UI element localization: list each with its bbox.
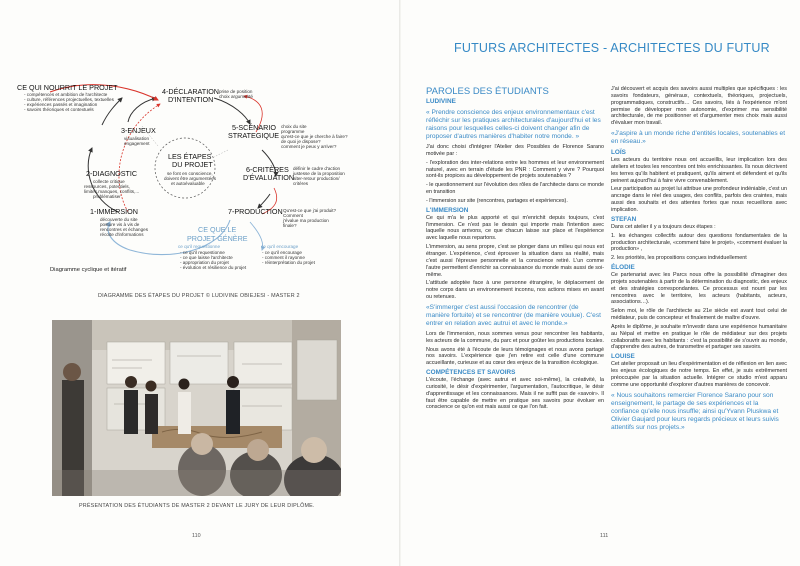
diagram-caption: DIAGRAMME DES ÉTAPES DU PROJET © LUDIVINE OBIEJESI - MASTER 2 — [98, 293, 300, 299]
paragraph: Selon moi, le rôle de l'architecte au 21e siècle est avant tout celui de médiateur, puis de concepteur et finalement de maître d'ouvre. — [611, 308, 787, 322]
step2-label: 2-DIAGNOSTIC — [86, 169, 138, 178]
paragraph: J'ai donc choisi d'intégrer l'Atelier des Possibles de Florence Sarano motivée par : — [426, 144, 604, 157]
cycle-arc-4 — [214, 98, 250, 124]
student-name: ÉLODIE — [611, 264, 635, 272]
student-name: STEFAN — [611, 215, 637, 223]
step6-label: 6-CRITÈRES — [246, 165, 289, 174]
gen-left-line: - ce qu'il requestionne — [180, 250, 225, 255]
gen-left-label: ce qu'il requestionne — [178, 244, 220, 249]
paragraph: Leur participation au projet lui attribue une profondeur indéniable, c'est un ancrage dans le réel des usages, des conflits, parfois des craintes, mais aussi des souhaits et des attentes fortes que nous recueillons avec implication. — [611, 186, 787, 213]
paragraph: Dans cet atelier il y a toujours deux étapes : — [611, 223, 716, 230]
step5-label: 5-SCÉNARIO — [232, 123, 276, 132]
step5-note: choix du site — [281, 124, 307, 129]
cycle-label: Diagramme cyclique et itératif — [50, 267, 127, 273]
paragraph: Lors de l'immersion, nous sommes venus pour rencontrer les habitants, les acteurs de la commune, du parc et pour goûter les productions locales. — [426, 330, 604, 344]
right-page-number: 111 — [600, 533, 609, 539]
text-column-2 — [611, 86, 787, 435]
step2-note: ressources, potentiels, — [84, 184, 130, 189]
paragraph: Ce qui m'a le plus apporté et qui m'enrichit depuis toujours, c'est l'immersion. Ce n'est pas le dessin qui importe mais l'intention avec laquelle nous arrivons, ce que chacun laisse sur place et l'expérience avec laquelle nous repartons. — [426, 214, 604, 242]
paragraph: - l'exploration des inter-relations entre les hommes et leur environnement naturel, avec en terrain d'étude les PNR : Comment y vivre ? Pourquoi sont-ils propices au développement de projets soutenables ? — [426, 159, 604, 180]
section-heading: PAROLES DES ÉTUDIANTS — [426, 86, 549, 97]
diagram-nourish-line: - savoirs théoriques et contextuels — [24, 107, 94, 112]
gen-right-label: ce qu'il encourage — [261, 244, 299, 249]
jury-presentation-photo — [52, 320, 341, 496]
paragraph: Cet atelier proposait un lieu d'expérimentation et de réflexion en lien avec les enjeux écologiques de notre temps. En effet, je suis extrêmement préoccupée par la situation actuelle. Intégrer ce studio m'est apparu comme une opportunité d'explorer d'autres manières de concevoir. — [611, 361, 787, 388]
cycle-arc-6 — [258, 194, 270, 208]
step3-label: 3-ENJEUX — [121, 126, 156, 135]
pull-quote: «S'immerger c'est aussi l'occasion de rencontrer (de manière fortuite) et se rencontrer (de manière voulue). C'est entrer en relation avec autrui et avec le monde.» — [426, 303, 601, 327]
step5-label-b: STRATEGIQUE — [228, 131, 279, 140]
step5-note: comment je peux y arriver? — [281, 144, 337, 149]
step2-note: limites,manques, conflits,... — [84, 189, 140, 194]
step4-note: choix argumenté — [219, 94, 253, 99]
paragraph: Après le diplôme, je souhaite m'investir dans une expérience humanitaire au Népal et mettre en pratique le rôle de médiateur sur des projets collaboratifs avec les habitants : c'est la possibilité de s'ouvrir au monde, d'apprendre des autres, de transmettre et partager ses savoirs. — [611, 323, 787, 351]
red-arrow-dashed — [119, 104, 160, 212]
student-name: LOUISE — [611, 353, 635, 361]
gen-left-line: - appropriation du projet — [180, 260, 229, 265]
gen-right-line: - ce qu'il encourage — [262, 250, 302, 255]
pull-quote: «J'aspire à un monde riche d'entités locales, soutenables et en réseau.» — [611, 130, 786, 146]
page-title: FUTURS ARCHITECTES - ARCHITECTES DU FUTUR — [454, 41, 770, 55]
paragraph: - le questionnement sur l'évolution des rôles de l'architecte dans ce monde en transition — [426, 182, 604, 196]
step4-note: prise de position — [219, 89, 253, 94]
gen-left-line: - ce que laisse l'architecte — [180, 255, 233, 260]
gen-right-line: - réinterprétation du projet — [262, 260, 315, 265]
paragraph: 1. les échanges collectifs autour des questions fondamentales de la production architecturale, «comment faire le projet», «comment évaluer la production» , — [611, 232, 787, 253]
step6-note: définir le cadre d'action — [293, 166, 341, 171]
step3-note: engagement — [124, 141, 150, 146]
gen-left-line: - évolution et résilience du projet — [180, 265, 247, 270]
step5-note: de quoi je dispose? — [281, 139, 321, 144]
step1-note: rencontres et échanges — [100, 227, 149, 232]
paragraph: L'attitude adoptée face à une personne étrangère, le déplacement de notre corps dans un environnement inconnu, nos actions mises en avant ou retenues. — [426, 280, 604, 301]
step7-note: finale? — [283, 223, 297, 228]
step1-note: découverte du site — [100, 217, 138, 222]
diagram-nourish-title: CE QUI NOURRIT LE PROJET — [17, 83, 118, 92]
step4-label-b: D'INTENTION — [168, 95, 214, 104]
center-title-b: DU PROJET — [172, 160, 213, 169]
student-name: LUDIVINE — [426, 98, 456, 105]
step6-note: alter-retour production/ — [293, 176, 340, 181]
paragraph: - l'immersion sur site (rencontres, partages et expériences). — [426, 197, 568, 204]
paragraph: Nous avons été à l'écoute de leurs témoignages et nous avons partagé nos savoirs. L'expérience que j'en retire est celle d'une commune accueillante, curieuse et au cœur des enjeux de la transition écologique. — [426, 346, 604, 367]
step7-note: Qu'est-ce que j'ai produit? — [283, 208, 337, 213]
step2-note: problématiser — [93, 194, 121, 199]
step1-label: 1-IMMERSION — [90, 207, 138, 216]
step5-note: programme — [281, 129, 305, 134]
step7-label: 7-PRODUCTION — [228, 207, 283, 216]
generated-title-b: PROJET GÉNÈRE — [187, 234, 248, 243]
student-name: LOÏS — [611, 149, 626, 157]
step5-note: qu'est-ce que je cherche à faire? — [281, 134, 348, 139]
center-title: LES ÉTAPES — [168, 152, 212, 161]
photo-caption: PRÉSENTATION DES ÉTUDIANTS DE MASTER 2 DEVANT LE JURY DE LEUR DIPLÔME. — [79, 503, 315, 509]
subheading: COMPÉTENCES ET SAVOIRS — [426, 369, 516, 377]
gen-right-line: - comment il rayonne — [262, 255, 305, 260]
step4-label: 4-DÉCLARATION — [162, 87, 219, 96]
step7-note: Comment — [283, 213, 303, 218]
step6-note: justesse de la proposition — [293, 171, 345, 176]
paragraph: J'ai découvert et acquis des savoirs aussi multiples que spécifiques : les savoirs fondateurs, généraux, contextuels, théoriques, projectuels, programmatiques, constructifs… Ces savoirs, liés à l'expérience m'ont permise de développer mon autonomie, d'exprimer ma sensibilité architecturale, de me positionner et d'argumenter mes choix mais aussi d'évaluer mon travail. — [611, 86, 787, 127]
paragraph: Ce partenariat avec les Parcs nous offre la possibilité d'imaginer des projets soutenables à partir de la détermination du diagnostic, des enjeux et des stratégies correspondantes. Ce processus est nourri par les rencontres avec le territoire, les acteurs (habitants, acteurs, associations…). — [611, 272, 787, 306]
paragraph: Les acteurs du territoire nous ont accueillis, leur implication lors des ateliers et toutes les rencontres ont très enrichissantes. Ils nous décrivent les terres qu'ils habitent et pratiquent, qu'ils aiment et défendent et qu'ils peinent aujourd'hui à faire vivre convenablement. — [611, 157, 787, 184]
diagram-nourish-line: - compétences et ambition de l'architecte — [24, 92, 108, 97]
text-column-1 — [426, 86, 604, 413]
diagram-nourish-line: - culture, références projectuelles, textuelles — [24, 97, 114, 102]
pull-quote: « Prendre conscience des enjeux environnementaux c'est réfléchir sur les pratiques architecturales d'aujourd'hui et les raisons pour lesquelles celles-ci doivent changer afin de proposer d'autres manières d'habiter notre monde. » — [426, 109, 601, 140]
paragraph: 2. les priorités, les propositions conçues individuellement — [611, 255, 747, 262]
subheading: L'IMMERSION — [426, 206, 469, 214]
diagram-nourish-line: - expériences passés et imagination — [24, 102, 98, 107]
left-page-number: 110 — [192, 533, 201, 539]
paragraph: L'immersion, au sens propre, c'est se plonger dans un milieu qui nous est étranger. L'expérience, c'est éprouver la situation dans sa réalité, mais c'est aussi l'épreuve personnelle et la conscience retiré. L'un comme l'autre permettent d'enrichir sa connaissance du monde mais aussi de soi-même. — [426, 244, 604, 278]
step7-note: j'évalue ma production — [283, 218, 329, 223]
center-note: doivent être argumentées — [164, 176, 217, 181]
generated-title: CE QUE LE — [198, 225, 237, 234]
center-note: se font en conscience, — [167, 171, 213, 176]
step2-note: collecte critique — [93, 179, 125, 184]
pull-quote: « Nous souhaitons remercier Florence Sarano pour son enseignement, le partage de ses expériences et la confiance qu'elle nous insuffle; ainsi qu'Yvann Pluskwa et Olivier Gaujard pour leurs regards précieux et leurs suivis attentifs sur nos projets.» — [611, 391, 779, 431]
step3-note: visualisation — [124, 136, 150, 141]
paragraph: L'écoute, l'échange (avec autrui et avec soi-même), la créativité, la curiosité, le désir d'expérimenter, l'argumentation, l'autocritique, le désir d'apprentissage et les connaissances. Mais il ne suffit pas de «savoir». Il faut être capable de mettre en pratique ses savoirs pour évoluer en conscience ce qu'on est mais aussi ce que l'on fait. — [426, 377, 604, 411]
center-note: et autoévaluable — [171, 181, 205, 186]
step6-note: critères — [293, 181, 309, 186]
step1-note: récolte d'informations — [100, 232, 144, 237]
step1-note: posture vis à vis de — [100, 222, 140, 227]
step6-label-b: D'ÉVALUATION — [243, 173, 295, 182]
